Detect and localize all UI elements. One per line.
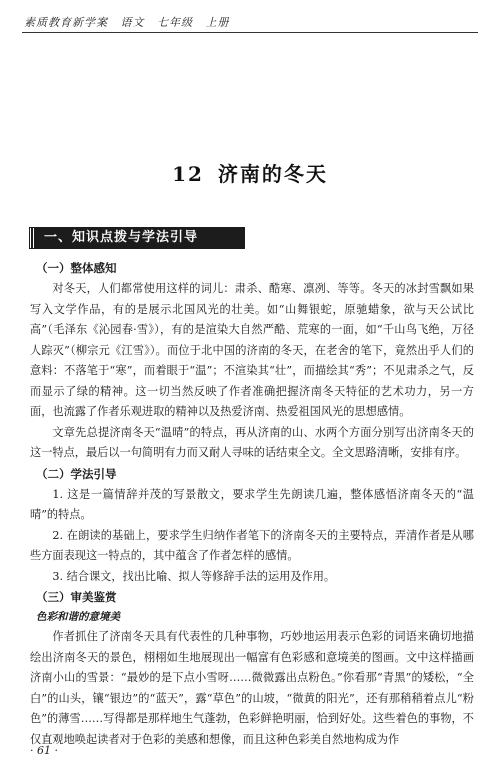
page-content — [30, 258, 474, 750]
part-heading-aesthetic: （三）审美鉴赏 — [36, 590, 117, 604]
chapter-title — [0, 158, 500, 187]
chapter-number: 12 — [172, 162, 204, 186]
part-heading-overall: （一）整体感知 — [36, 261, 117, 275]
section-title: 一、知识点拨与学法引导 — [44, 230, 199, 245]
running-header — [24, 14, 238, 30]
paragraph: 对冬天，人们都常使用这样的词儿：肃杀、酷寒、凛冽、等等。冬天的冰封雪飘如果写入文学作品，有的是展示北国风光的壮美。如“山舞银蛇，原驰蜡象，欲与天公试比高”（毛泽东《沁园春·雪》），有的是渲染大自然严酷、荒寒的一面，如“千山鸟飞绝，万径人踪灭”（柳宗元《江雪》）。而位于北中国的济南的冬天，在老舍的笔下，竟然出乎人们的意料：不落笔于“寒”，而着眼于“温”；不渲染其“壮”，而描绘其“秀”；不见肃杀之气，反而显示了绿的精神。这一切当然反映了作者准确把握济南冬天特征的艺术功力，另一方面，也流露了作者乐观进取的精神以及热爱济南、热爱祖国风光的思想感情。 — [30, 282, 474, 418]
page-number: · 61 · — [30, 744, 58, 757]
aesthetic-subheading: 色彩和谐的意境美 — [36, 611, 120, 623]
section-banner — [30, 228, 244, 248]
paragraph: 文章先总提济南冬天“温晴”的特点，再从济南的山、水两个方面分别写出济南冬天的这一特点，最后以一句简明有力而又耐人寻味的话结束全文。全文思路清晰，安排有序。 — [30, 425, 474, 459]
part-heading-method: （二）学法引导 — [36, 466, 117, 481]
list-item: 3. 结合课文，找出比喻、拟人等修辞手法的运用及作用。 — [52, 569, 336, 583]
paragraph: 作者抓住了济南冬天具有代表性的几种事物，巧妙地运用表示色彩的词语来确切地描绘出济南冬天的景色，栩栩如生地展现出一幅富有色彩感和意境美的图画。文中这样描画济南小山的雪景：“最妙的是下点小雪呀……微微露出点粉色。”你看那“青黑”的矮松，“全白”的山头，镶“银边”的“蓝天”，露“草色”的山坡，“微黄的阳光”，还有那稍稍着点儿“粉色”的薄雪……写得都是那样地生气蓬勃，色彩鲜艳明丽，恰到好处。这些着色的事物，不仅直观地唤起读者对于色彩的美感和想像，而且这种色彩美自然地构成为作 — [30, 630, 474, 746]
chapter-name: 济南的冬天 — [217, 162, 328, 186]
list-item: 1. 这是一篇情辞并茂的写景散文，要求学生先朗读几遍，整体感悟济南冬天的“温晴”的特点。 — [30, 487, 474, 521]
grade-label: 七年级 — [157, 16, 193, 29]
series-title: 素质教育新学案 — [24, 16, 108, 29]
subject-label: 语文 — [120, 16, 145, 29]
volume-label: 上册 — [205, 16, 230, 29]
list-item: 2. 在朗读的基础上，要求学生归纳作者笔下的济南冬天的主要特点，弄清作者是从哪些方面表现这一特点的，其中蕴含了作者怎样的感情。 — [30, 528, 474, 562]
header-rule — [22, 32, 478, 33]
